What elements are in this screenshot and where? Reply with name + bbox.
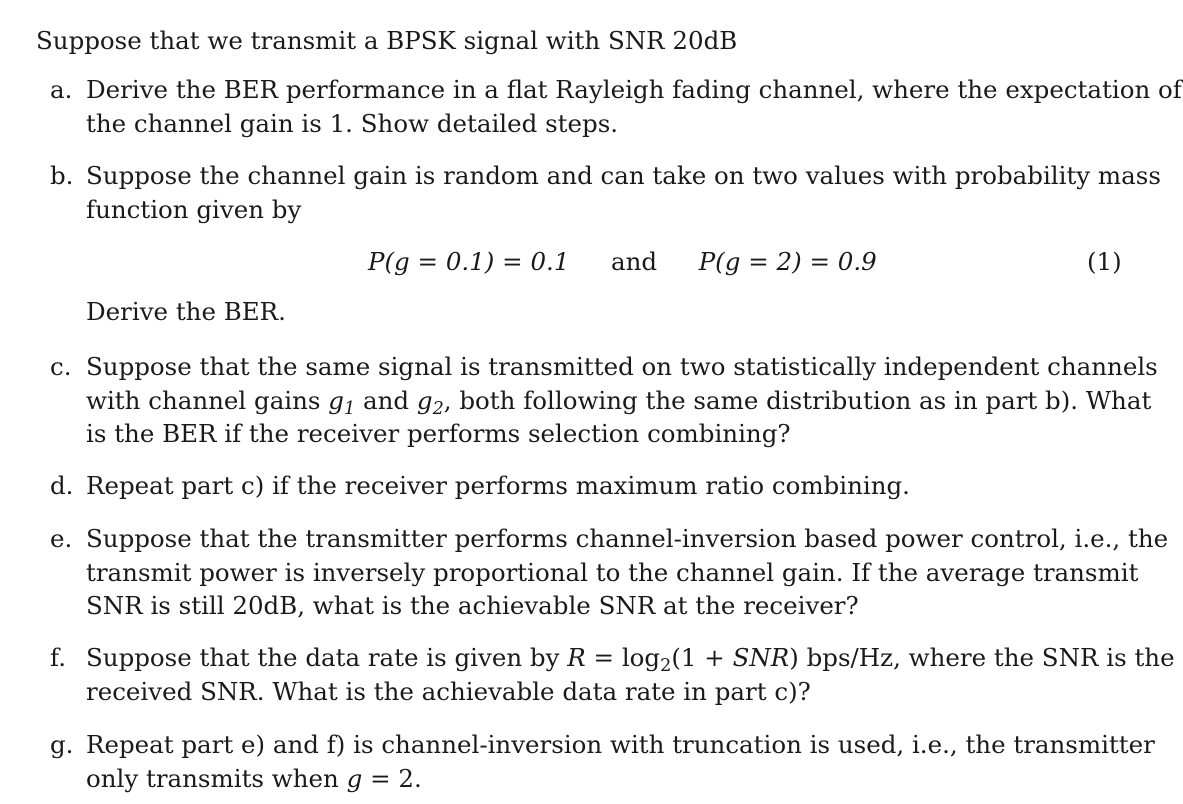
part-f-text-2: bps/Hz, where the SNR is the [806,643,1175,672]
equation-right: P(g = 2) = 0.9 [698,247,877,276]
part-b-marker: b. [50,161,74,190]
equation-left: P(g = 0.1) = 0.1 [368,247,570,276]
equation-1 [368,245,877,279]
part-a [50,73,1182,140]
part-f-line-2: received SNR. What is the achievable data rate in part c)? [86,676,811,706]
part-e-line-1: Suppose that the transmitter performs channel-inversion based power control, i.e., the [86,524,1169,553]
part-b-line-1: Suppose the channel gain is random and can take on two values with probability mass [86,161,1161,190]
equation-and: and [611,247,658,276]
part-g-line-2 [86,762,1123,796]
part-g-period: . [414,763,422,793]
equation-number: (1) [1087,247,1122,276]
part-a-line-1 [86,73,1182,107]
part-f-marker: f. [50,643,66,672]
part-d [50,469,1123,503]
part-c-text-gains: with channel gains [86,385,321,415]
part-a-text-1: Derive the BER performance in a flat Rayleigh fading channel, where the expectation of [86,75,1182,104]
part-c-line-2 [86,384,1152,419]
part-f-text-1: Suppose that the data rate is given by [86,643,560,672]
part-f-line-1 [86,641,1175,676]
part-a-marker: a. [50,75,73,104]
part-g [50,728,1155,795]
part-g-marker: g. [50,730,74,759]
part-b-line-2: function given by [86,194,302,224]
part-c-marker: c. [50,352,72,381]
rate-formula: $R = \log_2(1 + SNR)$ [567,643,799,676]
derive-ber-text: Derive the BER. [86,297,286,326]
g-symbol: g [346,763,363,793]
part-b [50,159,1161,226]
part-e-marker: e. [50,524,73,553]
problem-intro: Suppose that we transmit a BPSK signal with SNR 20dB [36,26,738,55]
part-e [50,522,1169,623]
part-f [50,641,1175,708]
part-c-line-3: is the BER if the receiver performs selection combining? [86,419,791,448]
part-e-line-2: transmit power is inversely proportional to the channel gain. If the average transmit [86,557,1139,587]
part-e-line-3: SNR is still 20dB, what is the achievable SNR at the receiver? [86,591,859,620]
g2-symbol: $g_2$ [416,385,444,419]
part-d-marker: d. [50,471,74,500]
part-g-text-1: only transmits when [86,763,339,793]
g1-symbol: $g_1$ [328,385,356,419]
part-c-text-and: and [363,385,410,415]
g-equals-two: = 2 [362,763,414,793]
part-a-line-2: the channel gain is 1. Show detailed steps. [86,108,619,138]
part-c [50,350,1158,451]
part-g-line-1: Repeat part e) and f) is channel-inversion with truncation is used, i.e., the transmitter [86,730,1155,759]
part-d-line-1: Repeat part c) if the receiver performs maximum ratio combining. [86,471,910,500]
part-c-line-1: Suppose that the same signal is transmitted on two statistically independent channels [86,352,1158,381]
part-c-text-rest: , both following the same distribution as in part b). What [443,385,1152,415]
